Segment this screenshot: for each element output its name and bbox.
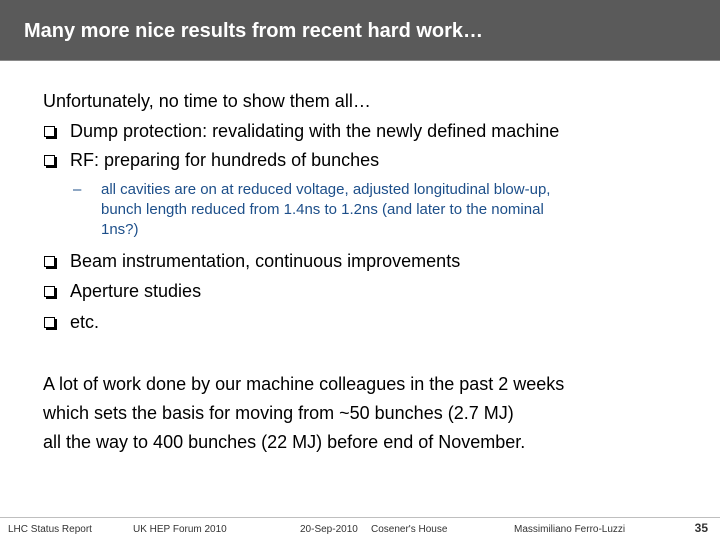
bullet-text: RF: preparing for hundreds of bunches (70, 150, 380, 170)
footer-author: Massimiliano Ferro-Luzzi (514, 524, 626, 535)
list-item (0, 120, 720, 142)
footer-forum: UK HEP Forum 2010 (133, 524, 227, 535)
intro-text: Unfortunately, no time to show them all… (43, 91, 371, 111)
closing-paragraph (43, 370, 693, 457)
page-number: 35 (694, 521, 708, 535)
dash-bullet-icon: – (73, 181, 82, 198)
bullet-text: etc. (70, 312, 100, 332)
footer-divider (0, 517, 720, 518)
list-item (0, 149, 720, 171)
closing-line: all the way to 400 bunches (22 MJ) before end of November. (43, 432, 526, 452)
bullet-text: Beam instrumentation, continuous improvements (70, 251, 461, 271)
bullet-text: Aperture studies (70, 281, 202, 301)
square-bullet-icon (44, 256, 55, 267)
footer-venue: Cosener's House (371, 524, 448, 535)
square-bullet-icon (44, 155, 55, 166)
list-item (0, 280, 720, 302)
bullet-text: Dump protection: revalidating with the newly defined machine (70, 121, 560, 141)
list-item (0, 250, 720, 272)
list-item (0, 311, 720, 333)
footer-date: 20-Sep-2010 (300, 524, 358, 535)
footer-report: LHC Status Report (8, 524, 92, 535)
sub-bullet-line: bunch length reduced from 1.4ns to 1.2ns (and later to the nominal (101, 201, 544, 218)
sub-bullet-line: 1ns?) (101, 221, 139, 238)
closing-line: which sets the basis for moving from ~50 bunches (2.7 MJ) (43, 403, 514, 423)
square-bullet-icon (44, 317, 55, 328)
slide-title: Many more nice results from recent hard work… (24, 20, 484, 42)
sub-bullet-line: all cavities are on at reduced voltage, adjusted longitudinal blow-up, (101, 181, 551, 198)
square-bullet-icon (44, 126, 55, 137)
sub-bullet-text (101, 180, 671, 240)
closing-line: A lot of work done by our machine colleagues in the past 2 weeks (43, 374, 565, 394)
square-bullet-icon (44, 286, 55, 297)
